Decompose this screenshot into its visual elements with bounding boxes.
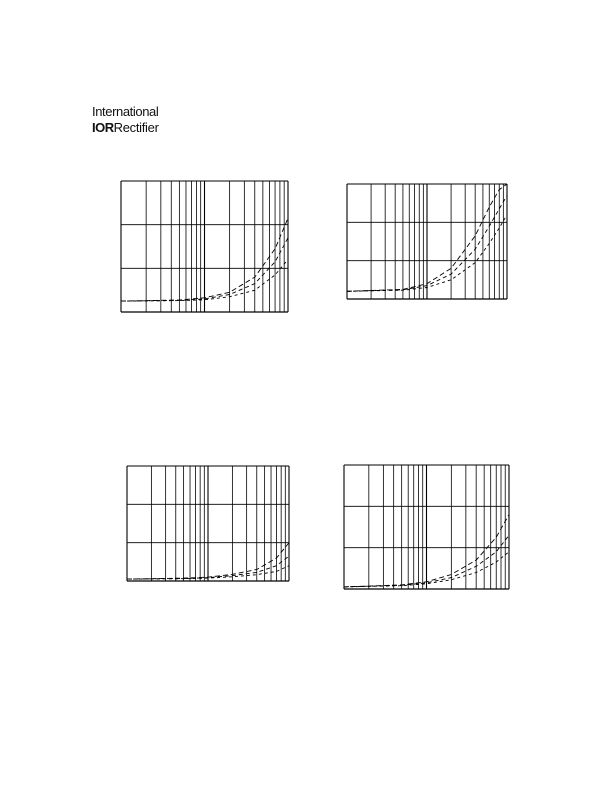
logo-text-international: International — [92, 104, 159, 119]
chart-svg — [127, 466, 289, 581]
logo-text-rectifier — [92, 120, 159, 135]
chart-top-right — [347, 184, 507, 299]
logo-ior-mark: IOR — [92, 120, 114, 135]
chart-svg — [121, 181, 288, 312]
logo-rectifier-word: Rectifier — [113, 120, 159, 135]
chart-svg — [347, 184, 507, 299]
company-logo — [92, 104, 172, 140]
chart-bottom-left — [127, 466, 289, 581]
chart-bottom-right — [344, 465, 509, 589]
chart-top-left — [121, 181, 288, 312]
chart-svg — [344, 465, 509, 589]
